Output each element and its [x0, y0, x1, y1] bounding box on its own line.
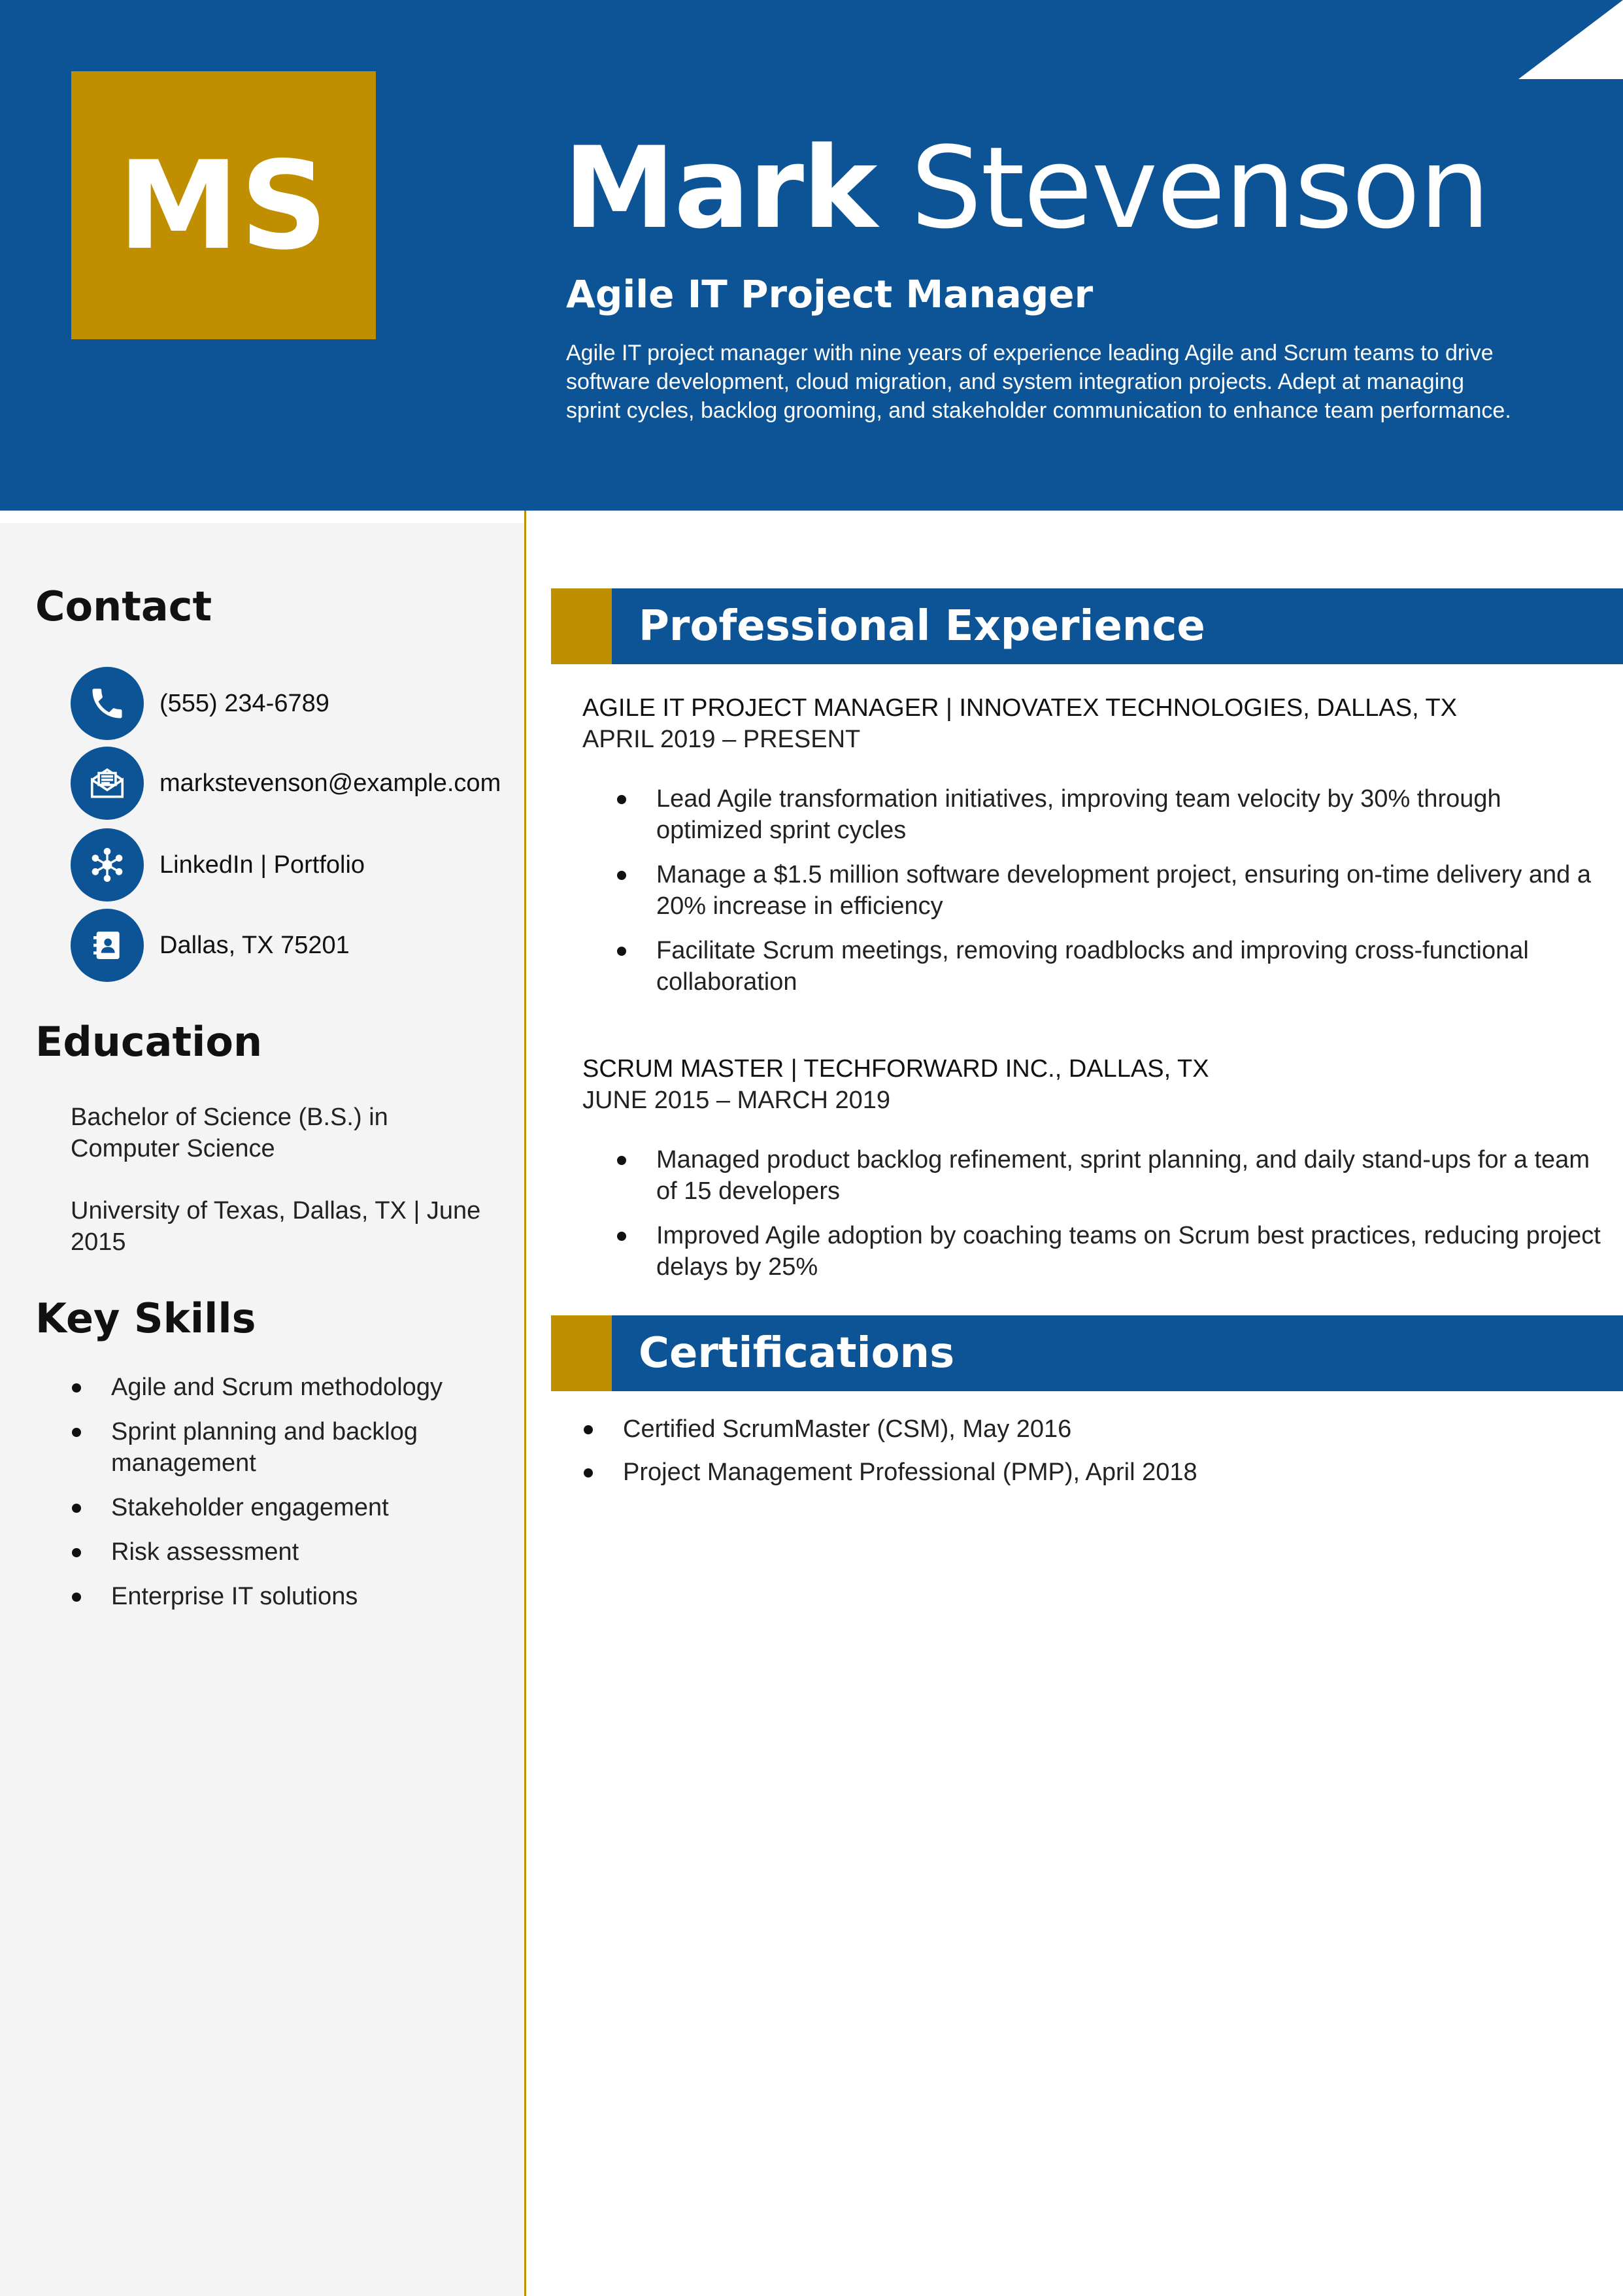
last-name: Stevenson — [911, 122, 1490, 254]
skill-item: Risk assessment — [71, 1536, 489, 1568]
education-degree: Bachelor of Science (B.S.) in Computer Science — [71, 1104, 388, 1162]
education-heading: Education — [35, 1018, 263, 1066]
education-school: University of Texas, Dallas, TX | June 2015 — [71, 1197, 481, 1256]
contact-email[interactable]: markstevenson@example.com — [159, 769, 501, 797]
job-bullets — [616, 1144, 1609, 1296]
contact-heading: Contact — [35, 582, 212, 630]
contact-links[interactable]: LinkedIn | Portfolio — [159, 851, 365, 879]
section-accent-block — [551, 588, 612, 664]
candidate-name — [563, 116, 1489, 260]
profile-summary: Agile IT project manager with nine years of experience leading Agile and Scrum teams to drive software development, cloud migration, and system integration projects. Adept at managing sprint cycles, backlog grooming, and stakeholder communication to enhance team performance. — [566, 341, 1511, 423]
certification-item: Project Management Professional (PMP), April 2018 — [582, 1457, 1602, 1488]
contact-phone[interactable]: (555) 234-6789 — [159, 690, 329, 717]
address-book-icon — [71, 909, 144, 982]
job-bullet: Improved Agile adoption by coaching teams on Scrum best practices, reducing project delays by 25% — [616, 1220, 1609, 1283]
contact-email-row — [71, 747, 512, 820]
certifications-list — [582, 1413, 1602, 1500]
certification-item: Certified ScrumMaster (CSM), May 2016 — [582, 1413, 1602, 1445]
job-bullets — [616, 783, 1609, 1011]
skill-item: Stakeholder engagement — [71, 1492, 489, 1523]
email-icon — [71, 747, 144, 820]
skills-heading: Key Skills — [35, 1294, 256, 1342]
job-bullet: Managed product backlog refinement, sprint planning, and daily stand-ups for a team of 15 developers — [616, 1144, 1609, 1207]
phone-icon — [71, 667, 144, 740]
skill-item: Agile and Scrum methodology — [71, 1372, 489, 1403]
skill-item: Enterprise IT solutions — [71, 1581, 489, 1612]
experience-section-bar — [551, 588, 1623, 664]
skill-item: Sprint planning and backlog management — [71, 1416, 489, 1479]
network-icon — [71, 828, 144, 902]
column-divider — [524, 511, 526, 2296]
job-bullet: Manage a $1.5 million software development project, ensuring on-time delivery and a 20% increase in efficiency — [616, 859, 1609, 922]
header-corner-cutout — [1518, 0, 1623, 79]
job-dates: APRIL 2019 – PRESENT — [582, 726, 861, 753]
skills-list — [71, 1372, 489, 1625]
experience-heading: Professional Experience — [639, 602, 1205, 650]
contact-location-row — [71, 909, 512, 982]
section-accent-block — [551, 1315, 612, 1391]
job-header: SCRUM MASTER | TECHFORWARD INC., DALLAS, TX — [582, 1055, 1209, 1083]
certifications-heading: Certifications — [639, 1329, 955, 1377]
contact-location: Dallas, TX 75201 — [159, 932, 350, 959]
job-header: AGILE IT PROJECT MANAGER | INNOVATEX TECHNOLOGIES, DALLAS, TX — [582, 694, 1458, 722]
certifications-section-bar — [551, 1315, 1623, 1391]
job-dates: JUNE 2015 – MARCH 2019 — [582, 1087, 890, 1114]
job-title: Agile IT Project Manager — [566, 272, 1094, 316]
contact-phone-row — [71, 667, 512, 740]
job-bullet: Lead Agile transformation initiatives, improving team velocity by 30% through optimized sprint cycles — [616, 783, 1609, 846]
monogram-badge: MS — [71, 71, 376, 339]
first-name: Mark — [563, 122, 877, 254]
contact-links-row — [71, 828, 512, 902]
job-bullet: Facilitate Scrum meetings, removing roadblocks and improving cross-functional collaboration — [616, 935, 1609, 998]
